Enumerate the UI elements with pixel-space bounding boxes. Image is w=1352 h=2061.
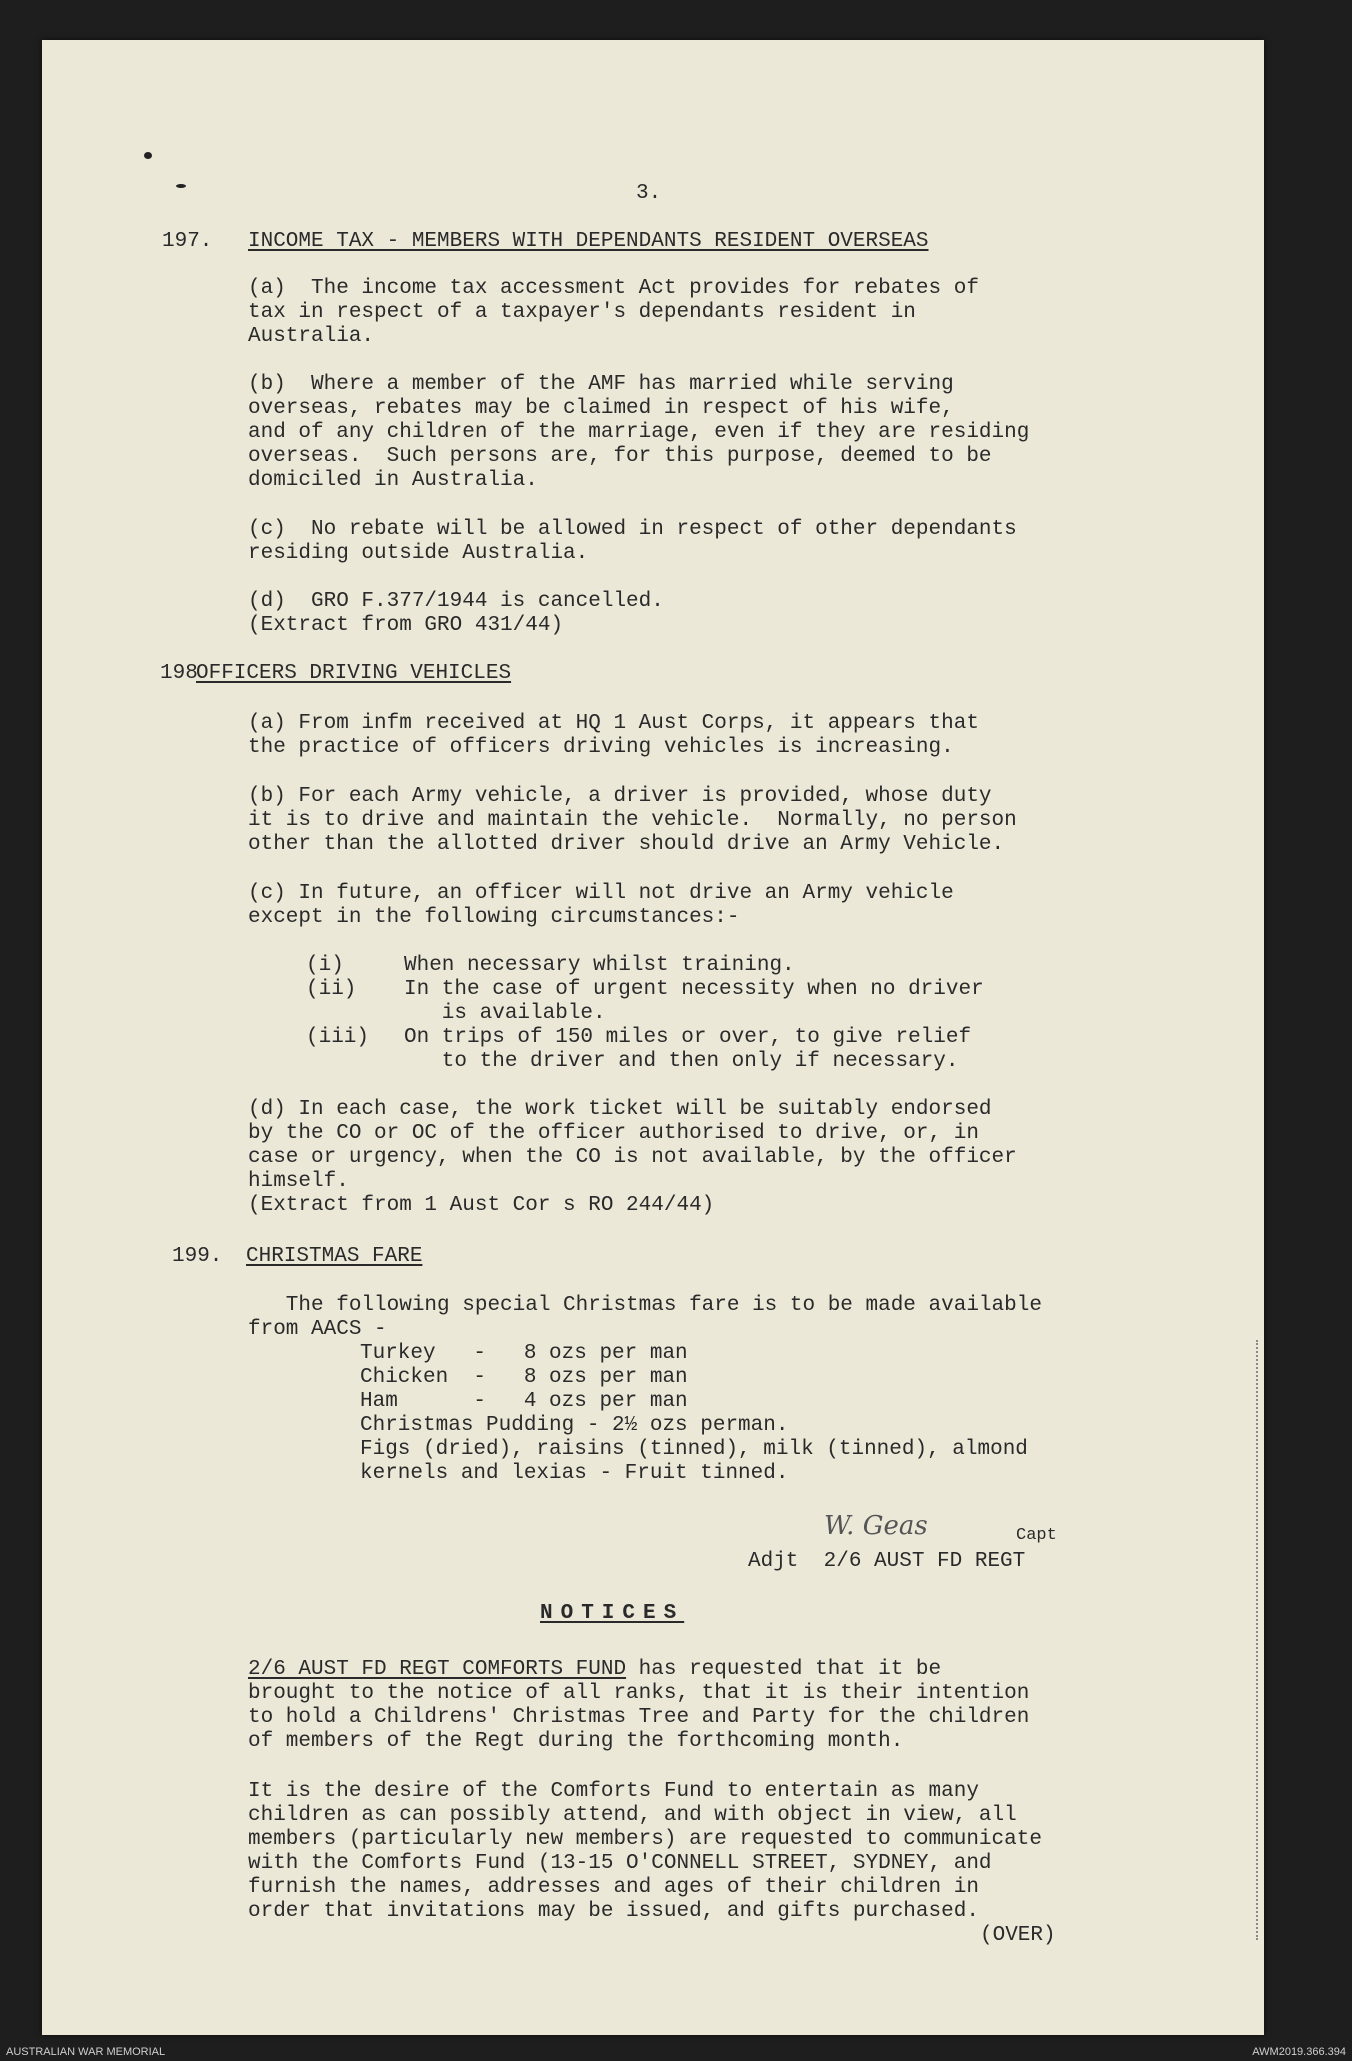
signature-rank: Capt — [1016, 1526, 1057, 1545]
paragraph-line: (Extract from 1 Aust Cor s RO 244/44) — [248, 1194, 715, 1217]
fare-item — [360, 1390, 688, 1415]
list-item-text: When necessary whilst training. — [404, 954, 795, 977]
list-item-text: On trips of 150 miles or over, to give relief — [404, 1026, 972, 1049]
paragraph-line: (b) For each Army vehicle, a driver is provided, whose duty — [248, 785, 992, 808]
paragraph-line: case or urgency, when the CO is not available, by the officer — [248, 1146, 1017, 1169]
paragraph-line: (b) Where a member of the AMF has married while serving — [248, 373, 954, 396]
comforts-fund-name: 2/6 AUST FD REGT COMFORTS FUND — [248, 1658, 627, 1681]
paragraph-line: It is the desire of the Comforts Fund to entertain as many — [248, 1780, 979, 1803]
paragraph-line: (c) In future, an officer will not drive an Army vehicle — [248, 882, 954, 905]
paragraph-line: tax in respect of a taxpayer's dependants resident in — [248, 301, 916, 324]
list-item-number: (ii) — [306, 978, 357, 1001]
fare-extra-line: Figs (dried), raisins (tinned), milk (tinned), almond — [360, 1438, 1028, 1461]
paragraph-line — [248, 1658, 941, 1683]
paragraph-line: overseas, rebates may be claimed in respect of his wife, — [248, 397, 954, 420]
fare-quantity: - 4 ozs per man — [473, 1390, 688, 1413]
fare-quantity: - 8 ozs per man — [473, 1366, 688, 1389]
paragraph-line: except in the following circumstances:- — [248, 906, 740, 929]
fare-name: Turkey — [360, 1342, 474, 1365]
paragraph-line: The following special Christmas fare is to be made available — [248, 1294, 1042, 1317]
paragraph-text: has requested that it be — [626, 1658, 942, 1681]
section-heading: CHRISTMAS FARE — [246, 1245, 423, 1268]
section-heading: OFFICERS DRIVING VEHICLES — [196, 662, 512, 685]
paragraph-line: (a) From infm received at HQ 1 Aust Corps, it appears that — [248, 712, 979, 735]
paragraph-line: Australia. — [248, 325, 375, 348]
paragraph-line: of members of the Regt during the forthcoming month. — [248, 1730, 904, 1753]
paragraph-line: brought to the notice of all ranks, that it is their intention — [248, 1682, 1030, 1705]
paragraph-line: overseas. Such persons are, for this purpose, deemed to be — [248, 445, 992, 468]
paragraph-line: (d) In each case, the work ticket will be suitably endorsed — [248, 1098, 992, 1121]
page-number: 3. — [636, 182, 662, 205]
section-number: 198 — [160, 662, 198, 685]
paragraph-line: and of any children of the marriage, even if they are residing — [248, 421, 1030, 444]
list-item-text: In the case of urgent necessity when no driver — [404, 978, 984, 1001]
fare-name: Ham — [360, 1390, 474, 1413]
paragraph-line: the practice of officers driving vehicles is increasing. — [248, 736, 954, 759]
ink-spot — [144, 152, 152, 159]
footer-right: AWM2019.366.394 — [1252, 2046, 1346, 2058]
over-label: (OVER) — [980, 1924, 1056, 1947]
document-page — [42, 40, 1264, 2035]
paragraph-line: order that invitations may be issued, and gifts purchased. — [248, 1900, 979, 1923]
section-heading: INCOME TAX - MEMBERS WITH DEPENDANTS RESIDENT OVERSEAS — [248, 230, 929, 253]
paragraph-line: to hold a Childrens' Christmas Tree and Party for the children — [248, 1706, 1030, 1729]
fare-item — [360, 1342, 688, 1367]
fare-extra-line: Christmas Pudding - 2½ ozs perman. — [360, 1414, 789, 1437]
typed-text — [42, 40, 1264, 2035]
paragraph-line: with the Comforts Fund (13-15 O'CONNELL STREET, SYDNEY, and — [248, 1852, 992, 1875]
list-item-number: (iii) — [306, 1026, 370, 1049]
paragraph-line: (c) No rebate will be allowed in respect of other dependants — [248, 518, 1017, 541]
paragraph-line: furnish the names, addresses and ages of their children in — [248, 1876, 979, 1899]
signature-title: Adjt 2/6 AUST FD REGT — [748, 1550, 1026, 1573]
paragraph-line: residing outside Australia. — [248, 542, 589, 565]
notices-heading: NOTICES — [540, 1602, 685, 1625]
paragraph-line: children as can possibly attend, and with object in view, all — [248, 1804, 1017, 1827]
section-number: 197. — [162, 230, 213, 253]
list-item-text: to the driver and then only if necessary. — [404, 1050, 959, 1073]
fare-name: Chicken — [360, 1366, 474, 1389]
paragraph-line: other than the allotted driver should drive an Army Vehicle. — [248, 833, 1005, 856]
fare-quantity: - 8 ozs per man — [473, 1342, 688, 1365]
paragraph-line: (a) The income tax accessment Act provides for rebates of — [248, 277, 979, 300]
footer-left: AUSTRALIAN WAR MEMORIAL — [6, 2046, 166, 2058]
paragraph-line: members (particularly new members) are requested to communicate — [248, 1828, 1042, 1851]
paragraph-line: domiciled in Australia. — [248, 469, 538, 492]
list-item-number: (i) — [306, 954, 344, 977]
fare-item — [360, 1366, 688, 1391]
paragraph-line: (d) GRO F.377/1944 is cancelled. — [248, 590, 664, 613]
paragraph-line: by the CO or OC of the officer authorised to drive, or, in — [248, 1122, 979, 1145]
torn-edge — [1256, 1340, 1270, 1940]
paragraph-line: it is to drive and maintain the vehicle. Normally, no person — [248, 809, 1017, 832]
fare-extra-line: kernels and lexias - Fruit tinned. — [360, 1462, 789, 1485]
paragraph-line: himself. — [248, 1170, 349, 1193]
section-number: 199. — [172, 1245, 223, 1268]
paragraph-line: from AACS - — [248, 1318, 387, 1341]
ink-spot — [176, 184, 186, 188]
list-item-text: is available. — [404, 1002, 606, 1025]
paragraph-line: (Extract from GRO 431/44) — [248, 614, 564, 637]
signature: W. Geas — [824, 1511, 928, 1541]
